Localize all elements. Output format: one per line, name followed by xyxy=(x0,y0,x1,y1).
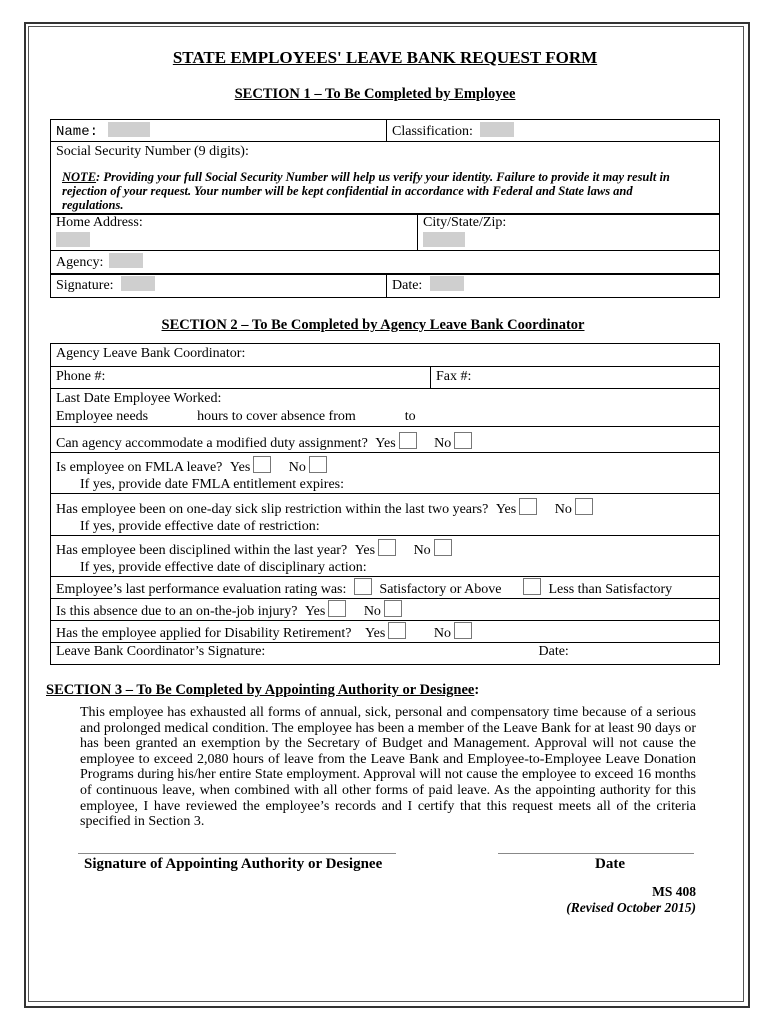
modified-duty-row xyxy=(51,427,720,453)
signature-label: Signature: xyxy=(56,278,114,293)
disciplined-question: Has employee been disciplined within the last year? xyxy=(56,543,348,558)
disability-yes-label: Yes xyxy=(364,626,386,641)
appointing-signature-line[interactable] xyxy=(78,853,396,854)
fax-label: Fax #: xyxy=(436,369,472,384)
phone-label: Phone #: xyxy=(56,369,106,384)
form-title: STATE EMPLOYEES' LEAVE BANK REQUEST FORM xyxy=(172,48,598,67)
modified-duty-yes-checkbox[interactable] xyxy=(399,432,417,449)
fmla-yes-checkbox[interactable] xyxy=(253,456,271,473)
agency-label: Agency: xyxy=(56,255,104,270)
injury-row xyxy=(51,599,720,621)
section1-heading: SECTION 1 – To Be Completed by Employee xyxy=(234,86,516,102)
modified-duty-no-label: No xyxy=(434,436,452,451)
sick-slip-no-label: No xyxy=(554,502,572,517)
last-date-label: Last Date Employee Worked: xyxy=(56,391,222,406)
sick-slip-yes-checkbox[interactable] xyxy=(519,498,537,515)
section3-heading-colon: : xyxy=(474,682,480,698)
revised-date: (Revised October 2015) xyxy=(566,900,696,915)
city-state-zip-input[interactable] xyxy=(423,232,465,247)
needs-to: to xyxy=(404,409,416,424)
section1-table xyxy=(50,119,720,214)
coord-signature-row[interactable] xyxy=(51,643,720,665)
section3-heading xyxy=(46,682,479,699)
disability-no-checkbox[interactable] xyxy=(454,622,472,639)
satisfactory-checkbox[interactable] xyxy=(354,578,372,595)
address-table xyxy=(50,214,720,275)
coord-date-label: Date: xyxy=(538,644,569,659)
date-cell xyxy=(387,274,720,298)
name-label: Name: xyxy=(56,124,99,140)
injury-yes-label: Yes xyxy=(304,604,326,619)
fmla-question: Is employee on FMLA leave? xyxy=(56,460,223,475)
signature-table xyxy=(50,273,720,298)
coord-signature-label: Leave Bank Coordinator’s Signature: xyxy=(56,644,266,659)
home-address-input[interactable] xyxy=(56,232,90,247)
sick-slip-followup: If yes, provide effective date of restriction: xyxy=(80,519,320,534)
disability-yes-checkbox[interactable] xyxy=(388,622,406,639)
disciplined-followup: If yes, provide effective date of disciplinary action: xyxy=(80,560,367,575)
injury-no-label: No xyxy=(363,604,381,619)
disciplined-yes-checkbox[interactable] xyxy=(378,539,396,556)
appointing-date-title: Date xyxy=(595,856,625,872)
phone-cell[interactable] xyxy=(51,367,431,389)
modified-duty-yes-label: Yes xyxy=(375,436,396,451)
less-than-checkbox[interactable] xyxy=(523,578,541,595)
classification-cell xyxy=(387,120,720,142)
form-footer xyxy=(566,884,696,916)
fmla-no-checkbox[interactable] xyxy=(309,456,327,473)
signature-input[interactable] xyxy=(121,276,155,291)
injury-yes-checkbox[interactable] xyxy=(328,600,346,617)
appointing-date-line[interactable] xyxy=(498,853,694,854)
ssn-label: Social Security Number (9 digits): xyxy=(56,144,249,159)
modified-duty-question: Can agency accommodate a modified duty assignment? xyxy=(56,436,368,451)
sick-slip-yes-label: Yes xyxy=(495,502,517,517)
note-label: NOTE xyxy=(62,170,97,184)
name-input[interactable] xyxy=(108,122,150,137)
needs-middle: hours to cover absence from xyxy=(197,409,356,424)
injury-question: Is this absence due to an on-the-job injury? xyxy=(56,604,298,619)
fax-cell[interactable] xyxy=(431,367,720,389)
sick-slip-question: Has employee been on one-day sick slip restriction within the last two years? xyxy=(56,502,489,517)
needs-prefix: Employee needs xyxy=(56,409,149,424)
section3-heading-text: SECTION 3 – To Be Completed by Appointing Authority or Designee xyxy=(46,682,475,698)
disability-question: Has the employee applied for Disability Retirement? xyxy=(56,626,352,641)
signature-cell xyxy=(51,274,387,298)
less-than-label: Less than Satisfactory xyxy=(548,582,673,597)
coordinator-label: Agency Leave Bank Coordinator: xyxy=(56,346,246,361)
section2-heading: SECTION 2 – To Be Completed by Agency Leave Bank Coordinator xyxy=(161,317,585,333)
classification-input[interactable] xyxy=(480,122,514,137)
satisfactory-label: Satisfactory or Above xyxy=(379,582,502,597)
fmla-followup: If yes, provide date FMLA entitlement expires: xyxy=(80,477,344,492)
agency-cell xyxy=(51,251,720,275)
form-number: MS 408 xyxy=(652,884,696,899)
name-cell xyxy=(51,120,387,142)
modified-duty-no-checkbox[interactable] xyxy=(454,432,472,449)
sick-slip-row xyxy=(51,494,720,536)
appointing-signature-title: Signature of Appointing Authority or Designee xyxy=(84,856,383,872)
disciplined-no-label: No xyxy=(413,543,431,558)
classification-label: Classification: xyxy=(392,124,473,139)
ssn-cell xyxy=(51,142,720,214)
ssn-note xyxy=(56,170,714,212)
disciplined-no-checkbox[interactable] xyxy=(434,539,452,556)
date-label: Date: xyxy=(392,278,423,293)
certification-paragraph: This employee has exhausted all forms of annual, sick, personal and compensatory time because of a serious and prolonged medical condition. The employee has been a member of the Leave Bank for at least 90 days or has been granted an exemption by the Secretary of Budget and Management. Approval will not cause the employee to exceed 2,080 hours of leave from the Leave Bank and Employee-to-Employee Leave Donation Programs during his/her entire State employment. Approval will not cause the employee to exceed 16 months of continuous leave, when combined with all other forms of paid leave. As the appointing authority for this employee, I have reviewed the employee’s records and I certify that this request meets all of the criteria specified in Section 3. xyxy=(80,705,696,830)
fmla-yes-label: Yes xyxy=(229,460,251,475)
disciplined-row xyxy=(51,536,720,577)
section2-table xyxy=(50,343,720,665)
sick-slip-no-checkbox[interactable] xyxy=(575,498,593,515)
disability-no-label: No xyxy=(433,626,451,641)
agency-input[interactable] xyxy=(109,253,143,268)
date-input[interactable] xyxy=(430,276,464,291)
note-text: : Providing your full Social Security Number will help us verify your identity. Failure to provide it may result in rejection of your request. Your number will be kept confidential in accordance with Federal and State laws and regulations. xyxy=(62,170,670,212)
fmla-row xyxy=(51,453,720,494)
hours-cell xyxy=(51,389,720,427)
evaluation-row xyxy=(51,577,720,599)
evaluation-question: Employee’s last performance evaluation rating was: xyxy=(56,582,347,597)
home-address-label: Home Address: xyxy=(56,215,143,230)
hours-line xyxy=(56,408,714,426)
coordinator-cell xyxy=(51,344,720,367)
injury-no-checkbox[interactable] xyxy=(384,600,402,617)
disability-row xyxy=(51,621,720,643)
fmla-no-label: No xyxy=(288,460,306,475)
home-address-cell xyxy=(51,215,418,251)
disciplined-yes-label: Yes xyxy=(354,543,376,558)
city-state-zip-label: City/State/Zip: xyxy=(423,215,507,230)
city-state-zip-cell xyxy=(418,215,720,251)
